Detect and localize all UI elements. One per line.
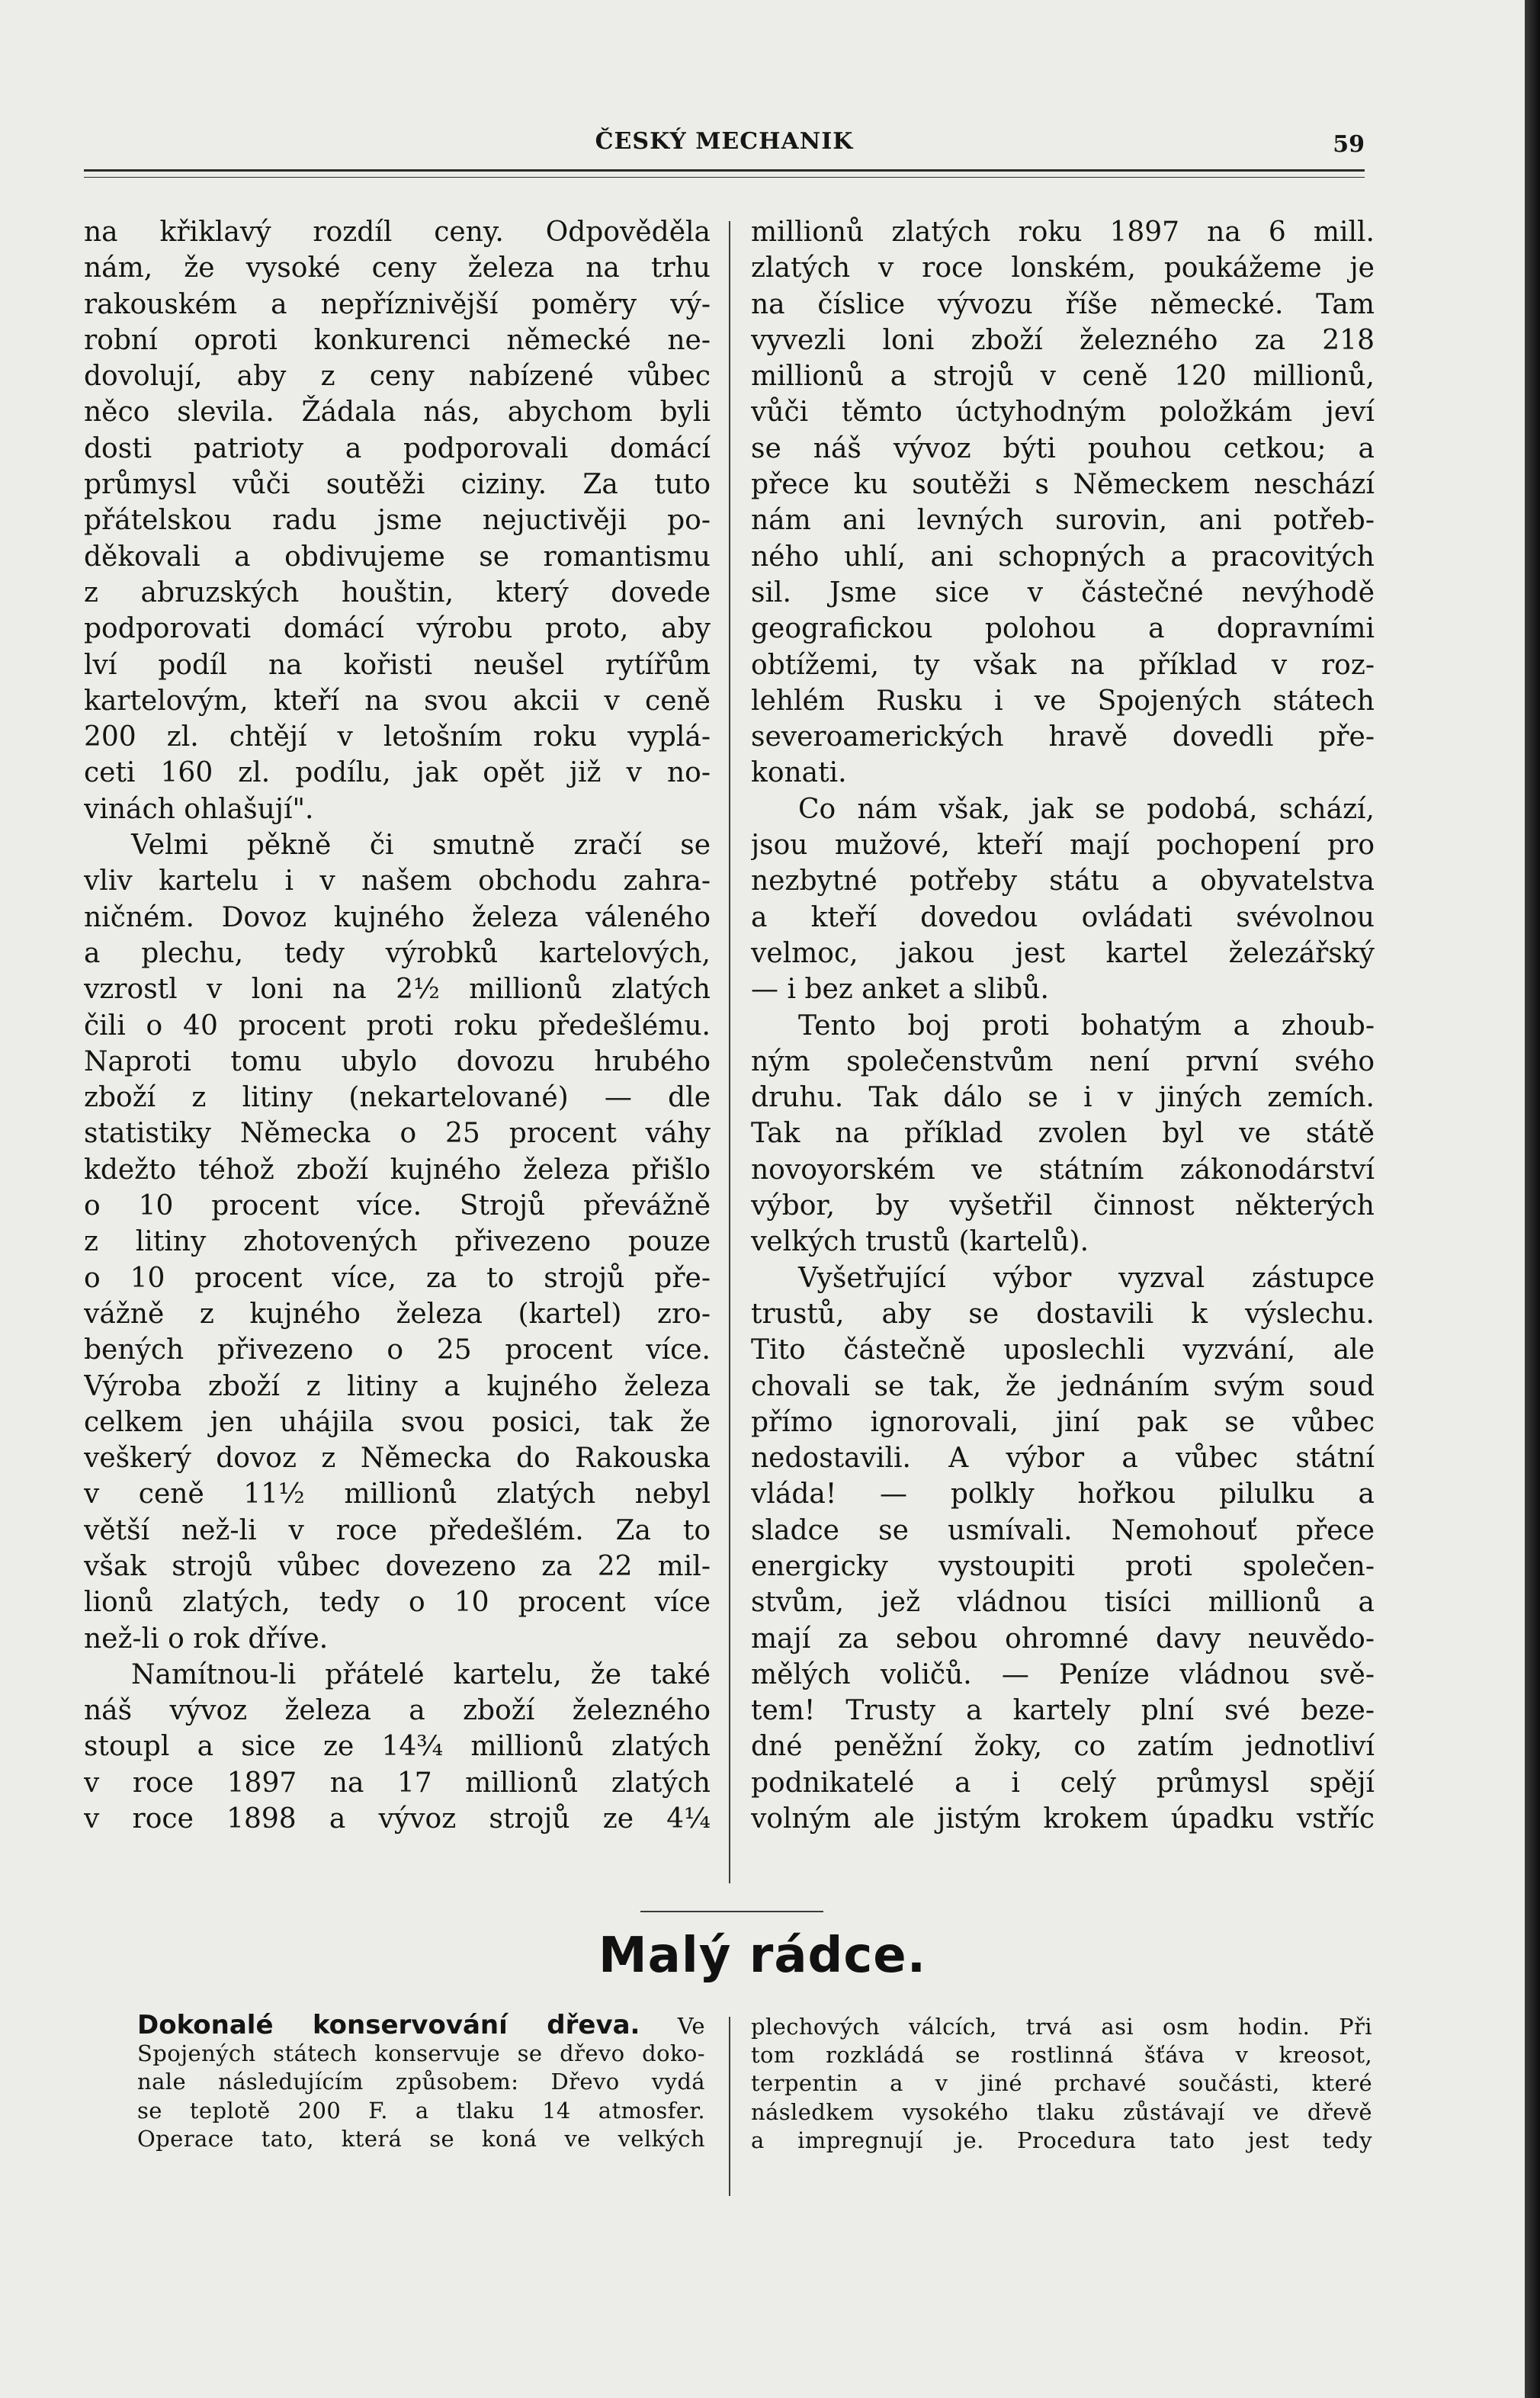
- text-line: millionů a strojů v ceně 120 millionů,: [751, 361, 1375, 393]
- left-column: [84, 214, 711, 1837]
- text-line: se teplotě 200 F. a tlaku 14 atmosfer.: [137, 2097, 705, 2124]
- text-line: vůči těmto úctyhodným položkám jeví: [751, 396, 1375, 429]
- text-line: ným společenstvům není první svého: [751, 1045, 1375, 1077]
- text-line: a impregnují je. Procedura tato jest tedy: [751, 2127, 1372, 2153]
- running-title: ČESKÝ MECHANIK: [595, 128, 854, 155]
- text-line: z litiny zhotovených přivezeno pouze: [84, 1226, 711, 1258]
- text-line: Tito částečně uposlechli vyzvání, ale: [751, 1334, 1375, 1366]
- text-line: z abruzských houštin, který dovede: [84, 576, 711, 608]
- column-divider: [729, 221, 730, 1883]
- scan-edge: [1525, 0, 1540, 2398]
- text-line: přátelskou radu jsme nejuctivěji po-: [84, 505, 711, 537]
- text-line: v roce 1897 na 17 millionů zlatých: [84, 1767, 711, 1799]
- article-left-column: [137, 2011, 705, 2153]
- text-line: energicky vystoupiti proti společen-: [751, 1550, 1375, 1582]
- text-line: lehlém Rusku i ve Spojených státech: [751, 685, 1375, 717]
- text-line: podporovati domácí výrobu proto, aby: [84, 613, 711, 645]
- text-line: Spojených státech konservuje se dřevo doko-: [137, 2040, 705, 2067]
- text-line: Tento boj proti bohatým a zhoub-: [798, 1010, 1375, 1042]
- text-line: geografickou polohou a dopravními: [751, 613, 1375, 645]
- text-line: 200 zl. chtějí v letošním roku vyplá-: [84, 721, 711, 753]
- text-line: děkovali a obdivujeme se romantismu: [84, 541, 711, 573]
- text-line: v roce 1898 a vývoz strojů ze 4¼: [84, 1803, 711, 1835]
- text-line: mělých voličů. — Peníze vládnou svě-: [751, 1658, 1375, 1690]
- text-line: Naproti tomu ubylo dovozu hrubého: [84, 1045, 711, 1077]
- column-divider: [729, 2017, 730, 2196]
- text-line: Co nám však, jak se podobá, schází,: [798, 793, 1375, 825]
- text-line: o 10 procent více, za to strojů pře-: [84, 1262, 711, 1294]
- text-line: se náš vývoz býti pouhou cetkou; a: [751, 432, 1375, 464]
- text-line: plechových válcích, trvá asi osm hodin. Při: [751, 2014, 1372, 2040]
- text-line: statistiky Německa o 25 procent váhy: [84, 1118, 711, 1150]
- text-line: kdežto téhož zboží kujného železa přišlo: [84, 1154, 711, 1186]
- text-line: náš vývoz železa a zboží železného: [84, 1695, 711, 1727]
- text-line: v ceně 11½ millionů zlatých nebyl: [84, 1478, 711, 1510]
- text-line: nale následujícím způsobem: Dřevo vydá: [137, 2069, 705, 2095]
- text-line: zlatých v roce lonském, poukážeme je: [751, 252, 1375, 284]
- text-line: nedostavili. A výbor a vůbec státní: [751, 1443, 1375, 1475]
- page-header: [84, 128, 1365, 166]
- text-line: tem! Trusty a kartely plní své beze-: [751, 1695, 1375, 1727]
- text-line: na křiklavý rozdíl ceny. Odpověděla: [84, 217, 711, 248]
- text-line: lví podíl na kořisti neušel rytířům: [84, 649, 711, 681]
- text-line: přece ku soutěži s Německem neschází: [751, 469, 1375, 501]
- text-line: Tak na příklad zvolen byl ve státě: [751, 1118, 1375, 1150]
- text-line: a plechu, tedy výrobků kartelových,: [84, 937, 711, 969]
- text-line: obtížemi, ty však na příklad v roz-: [751, 649, 1375, 681]
- section-title: Malý rádce.: [598, 1928, 927, 1984]
- text-line: vinách ohlašují".: [84, 793, 314, 825]
- text-line: o 10 procent více. Strojů převážně: [84, 1190, 711, 1222]
- text-line: ceti 160 zl. podílu, jak opět již v no-: [84, 757, 711, 789]
- text-line: zboží z litiny (nekartelované) — dle: [84, 1082, 711, 1114]
- text-line: Výroba zboží z litiny a kujného železa: [84, 1370, 711, 1402]
- text-line: dosti patrioty a podporovali domácí: [84, 432, 711, 464]
- text-line: tom rozkládá se rostlinná šťáva v kreosot,: [751, 2042, 1372, 2069]
- text-line: — i bez anket a slibů.: [751, 974, 1049, 1006]
- text-line: a kteří dovedou ovládati svévolnou: [751, 901, 1375, 933]
- article-heading: Dokonalé konservování dřeva.: [137, 2011, 640, 2040]
- text-line: millionů zlatých roku 1897 na 6 mill.: [751, 217, 1375, 248]
- text-line: výbor, by vyšetřil činnost některých: [751, 1190, 1375, 1222]
- text-line: druhu. Tak dálo se i v jiných zemích.: [751, 1082, 1375, 1114]
- text-line: Velmi pěkně či smutně zračí se: [131, 830, 711, 862]
- text-line: bených přivezeno o 25 procent více.: [84, 1334, 711, 1366]
- text-line: robní oproti konkurenci německé ne-: [84, 324, 711, 356]
- text-line: volným ale jistým krokem úpadku vstříc: [751, 1803, 1375, 1835]
- text-line: větší než-li v roce předešlém. Za to: [84, 1514, 711, 1546]
- text-line: vláda! — polkly hořkou pilulku a: [751, 1478, 1375, 1510]
- text-line: severoamerických hravě dovedli pře-: [751, 721, 1375, 753]
- text-line: ničném. Dovoz kujného železa váleného: [84, 901, 711, 933]
- page-number: 59: [1333, 131, 1365, 158]
- text-line: jsou mužové, kteří mají pochopení pro: [751, 830, 1375, 862]
- text-line: dné peněžní žoky, co zatím jednotliví: [751, 1731, 1375, 1763]
- text-line: vyvezli loni zboží železného za 218: [751, 324, 1375, 356]
- text-line: celkem jen uhájila svou posici, tak že: [84, 1406, 711, 1438]
- header-rule: [84, 169, 1365, 178]
- text-line: nám ani levných surovin, ani potřeb-: [751, 505, 1375, 537]
- text-line: terpentin a v jiné prchavé součásti, které: [751, 2070, 1372, 2097]
- text-line: Vyšetřující výbor vyzval zástupce: [798, 1262, 1375, 1294]
- text-line: novoyorském ve státním zákonodárství: [751, 1154, 1375, 1186]
- text-line: veškerý dovoz z Německa do Rakouska: [84, 1443, 711, 1475]
- article-first-line: [137, 2011, 705, 2040]
- article-text: Ve: [640, 2013, 705, 2039]
- text-line: konati.: [751, 757, 847, 789]
- text-line: trustů, aby se dostavili k výslechu.: [751, 1298, 1375, 1330]
- text-line: Namítnou-li přátelé kartelu, že také: [131, 1658, 711, 1690]
- text-line: nám, že vysoké ceny železa na trhu: [84, 252, 711, 284]
- text-line: následkem vysokého tlaku zůstávají ve dřevě: [751, 2098, 1372, 2125]
- text-line: kartelovým, kteří na svou akcii v ceně: [84, 685, 711, 717]
- text-line: vliv kartelu i v našem obchodu zahra-: [84, 865, 711, 897]
- text-line: dovolují, aby z ceny nabízené vůbec: [84, 361, 711, 393]
- text-line: však strojů vůbec dovezeno za 22 mil-: [84, 1550, 711, 1582]
- text-line: velkých trustů (kartelů).: [751, 1226, 1089, 1258]
- text-line: přímo ignorovali, jiní pak se vůbec: [751, 1406, 1375, 1438]
- text-line: něco slevila. Žádala nás, abychom byli: [84, 396, 711, 429]
- section-rule: [640, 1911, 823, 1912]
- text-line: rakouském a nepříznivější poměry vý-: [84, 288, 711, 320]
- text-line: čili o 40 procent proti roku předešlému.: [84, 1010, 711, 1042]
- text-line: nezbytné potřeby státu a obyvatelstva: [751, 865, 1375, 897]
- right-column: [751, 214, 1375, 1837]
- text-line: stvům, jež vládnou tisíci millionů a: [751, 1587, 1375, 1619]
- text-line: vážně z kujného železa (kartel) zro-: [84, 1298, 711, 1330]
- text-line: podnikatelé a i celý průmysl spějí: [751, 1767, 1375, 1799]
- text-line: Operace tato, která se koná ve velkých: [137, 2125, 705, 2152]
- text-line: průmysl vůči soutěži ciziny. Za tuto: [84, 469, 711, 501]
- text-line: mají za sebou ohromné davy neuvědo-: [751, 1623, 1375, 1655]
- text-line: vzrostl v loni na 2½ millionů zlatých: [84, 974, 711, 1006]
- text-line: sladce se usmívali. Nemohouť přece: [751, 1514, 1375, 1546]
- text-line: velmoc, jakou jest kartel železářský: [751, 937, 1375, 969]
- text-line: než-li o rok dříve.: [84, 1623, 329, 1655]
- text-line: sil. Jsme sice v částečné nevýhodě: [751, 576, 1375, 608]
- text-line: ného uhlí, ani schopných a pracovitých: [751, 541, 1375, 573]
- text-line: lionů zlatých, tedy o 10 procent více: [84, 1587, 711, 1619]
- text-line: stoupl a sice ze 14¾ millionů zlatých: [84, 1731, 711, 1763]
- article-right-column: [751, 2013, 1372, 2155]
- text-line: chovali se tak, že jednáním svým soud: [751, 1370, 1375, 1402]
- text-line: na číslice vývozu říše německé. Tam: [751, 288, 1375, 320]
